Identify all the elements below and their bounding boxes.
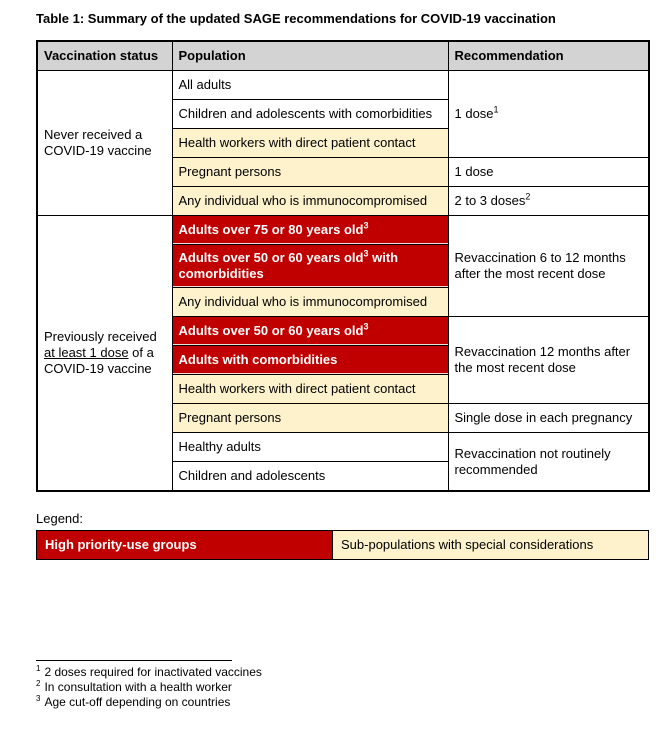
- footnote-marker: 1: [493, 104, 499, 115]
- population-text: Children and adolescents: [178, 468, 326, 483]
- footnote-marker: 3: [363, 220, 369, 231]
- recommendation-text: 1 dose: [454, 164, 494, 179]
- col-header-recommendation: Recommendation: [448, 41, 649, 71]
- population-text: Pregnant persons: [178, 164, 282, 179]
- population-cell-health-workers-2: [172, 375, 448, 404]
- table-row: [37, 71, 649, 100]
- legend-high-priority-swatch: High priority-use groups: [37, 531, 333, 560]
- footnote-marker: 3: [36, 694, 41, 703]
- recommendation-text: Revaccination 12 months after the most recent dose: [454, 344, 631, 375]
- recommendation-cell-single-dose-pregnancy: [448, 404, 649, 433]
- footnote-separator: [36, 660, 232, 661]
- population-text: Adults over 50 or 60 years old: [178, 250, 364, 265]
- status-cell-previously-received: [37, 216, 172, 492]
- recommendation-cell-2-3-doses: [448, 187, 649, 216]
- population-text: Adults with comorbidities: [178, 352, 338, 367]
- recommendation-cell-revacc-6-12-months: [448, 216, 649, 317]
- population-text: Any individual who is immunocompromised: [178, 294, 428, 309]
- footnote-2: [36, 680, 648, 695]
- legend-row: [37, 531, 649, 560]
- population-cell-adults-50-60: [172, 317, 448, 346]
- recommendation-text: Revaccination 6 to 12 months after the most recent dose: [454, 250, 626, 281]
- footnote-marker: 2: [525, 191, 531, 202]
- population-cell-adults-comorbidities: [172, 346, 448, 375]
- legend-label: Legend:: [36, 511, 83, 526]
- population-text: Adults over 75 or 80 years old: [178, 222, 364, 237]
- population-cell-adults-50-60-comorbidities: [172, 245, 448, 288]
- status-text: of a COVID-19 vaccine: [44, 345, 154, 376]
- population-text: Health workers with direct patient contact: [178, 381, 416, 396]
- population-cell-immunocompromised-2: [172, 288, 448, 317]
- footnote-marker: 3: [363, 248, 369, 259]
- status-text-underlined: at least 1 dose: [44, 345, 129, 360]
- population-text: Adults over 50 or 60 years old: [178, 323, 364, 338]
- footnote-marker: 3: [363, 321, 369, 332]
- status-text: Never received a COVID-19 vaccine: [44, 127, 152, 158]
- population-text: All adults: [178, 77, 232, 92]
- footnote-text: In consultation with a health worker: [44, 680, 232, 694]
- population-text: Healthy adults: [178, 439, 261, 454]
- recommendation-cell-not-routinely-recommended: [448, 433, 649, 492]
- recommendation-text: Single dose in each pregnancy: [454, 410, 633, 425]
- col-header-vaccination-status: Vaccination status: [37, 41, 172, 71]
- footnote-text: Age cut-off depending on countries: [44, 695, 231, 709]
- population-text: Children and adolescents with comorbidities: [178, 106, 433, 121]
- recommendations-table: [36, 40, 650, 492]
- population-text: Any individual who is immunocompromised: [178, 193, 428, 208]
- recommendation-text: 2 to 3 doses: [454, 193, 526, 208]
- recommendation-cell-1-dose: [448, 158, 649, 187]
- status-cell-never-received: [37, 71, 172, 216]
- population-cell-healthy-adults: [172, 433, 448, 462]
- footnote-text: 2 doses required for inactivated vaccines: [44, 665, 262, 679]
- legend-special-considerations-swatch: Sub-populations with special considerations: [333, 531, 649, 560]
- population-cell-pregnant-persons-2: [172, 404, 448, 433]
- footnote-marker: 1: [36, 664, 41, 673]
- table-row: [37, 216, 649, 245]
- recommendation-text: 1 dose: [454, 106, 494, 121]
- status-text: Previously received: [44, 329, 157, 344]
- footnotes: [36, 665, 648, 710]
- recommendation-cell-revacc-12-months: [448, 317, 649, 404]
- population-cell-pregnant-persons: [172, 158, 448, 187]
- population-cell-health-workers: [172, 129, 448, 158]
- table-title: Table 1: Summary of the updated SAGE recommendations for COVID-19 vaccination: [36, 11, 556, 26]
- recommendation-cell-1-dose-fn1: [448, 71, 649, 158]
- footnote-1: [36, 665, 648, 680]
- population-text: with comorbidities: [178, 250, 399, 281]
- recommendation-text: Revaccination not routinely recommended: [454, 445, 611, 477]
- population-text: Pregnant persons: [178, 410, 282, 425]
- population-text: Health workers with direct patient contact: [178, 135, 416, 150]
- population-cell-adults-75-80: [172, 216, 448, 245]
- population-cell-children-comorbidities: [172, 100, 448, 129]
- footnote-marker: 2: [36, 679, 41, 688]
- col-header-population: Population: [172, 41, 448, 71]
- legend-table: [36, 530, 649, 560]
- population-cell-immunocompromised: [172, 187, 448, 216]
- population-cell-children-adolescents: [172, 462, 448, 492]
- header-row: [37, 41, 649, 71]
- footnote-3: [36, 695, 648, 710]
- population-cell-all-adults: [172, 71, 448, 100]
